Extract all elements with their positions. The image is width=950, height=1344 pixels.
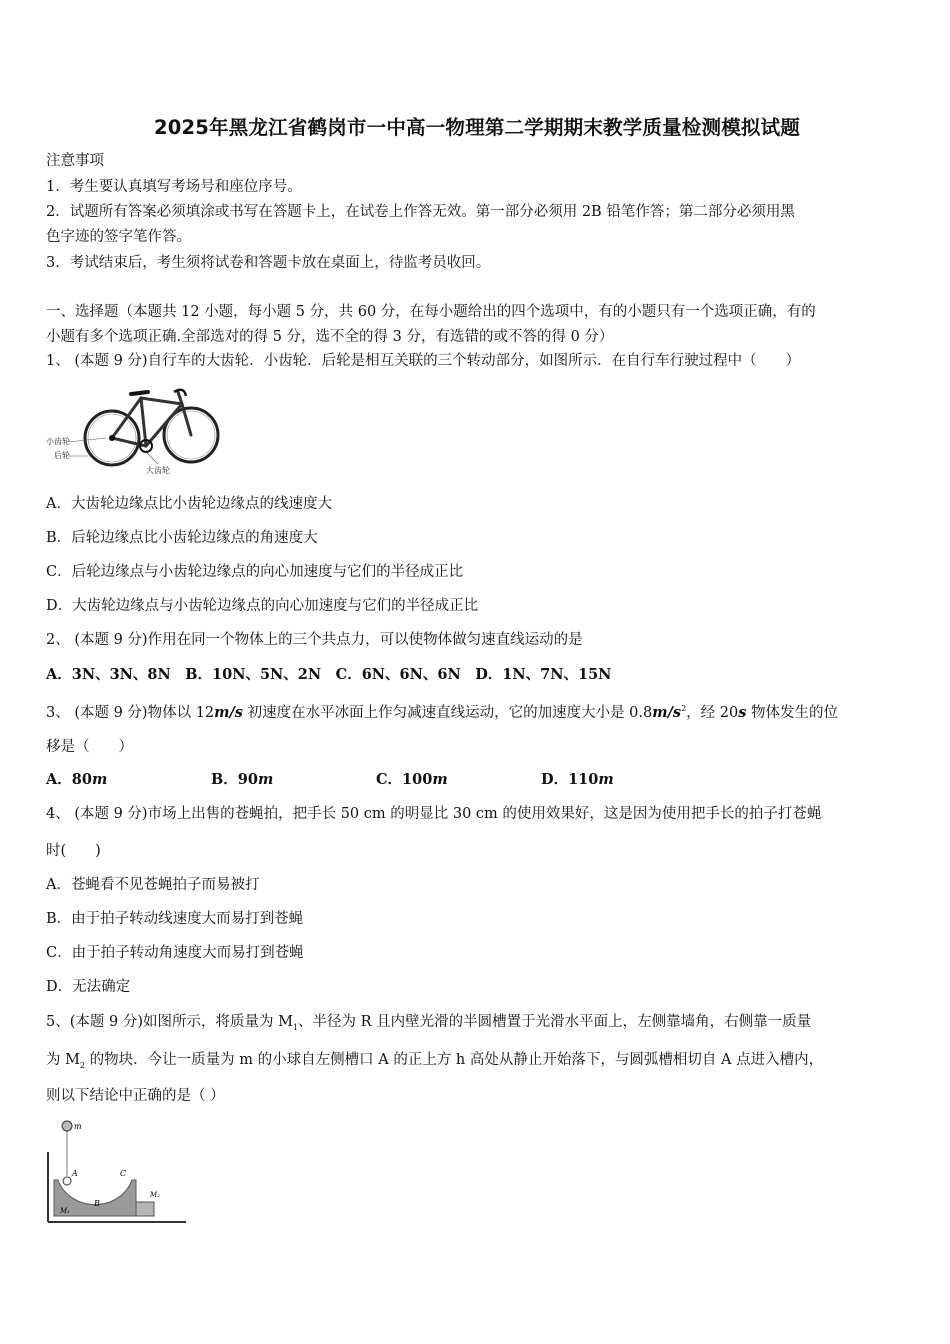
q2-stem: 2、 (本题 9 分)作用在同一个物体上的三个共点力，可以使物体做匀速直线运动的是 <box>46 632 583 648</box>
notice-item-2-cont: 色字迹的签字笔作答。 <box>46 229 191 245</box>
fig-label-b: B <box>94 1199 100 1208</box>
q3-stem-part-c: ，经 20 <box>686 704 739 721</box>
q3-option-d: D．110m <box>541 771 614 788</box>
fig-label-m2: M₂ <box>150 1191 160 1199</box>
q4-option-b: B．由于拍子转动线速度大而易打到苍蝇 <box>46 911 304 927</box>
q4-option-a: A．苍蝇看不见苍蝇拍子而易被打 <box>46 877 260 893</box>
q5-stem-line1: 5、(本题 9 分)如图所示，将质量为 $M_1$、半径为 R 且内壁光滑的半圆槽置于光滑水平面上，左侧靠墙角，右侧靠一质量 <box>46 1014 812 1032</box>
bicycle-icon <box>46 380 220 476</box>
notice-heading: 注意事项 <box>46 153 104 169</box>
q5-stem-line2: 为 $M_2$ 的物块．今让一质量为 m 的小球自左侧槽口 A 的正上方 h 高处从静止开始落下，与圆弧槽相切自 A 点进入槽内， <box>46 1052 824 1070</box>
q5-stem-line3: 则以下结论中正确的是（ ） <box>46 1088 225 1104</box>
q1-option-a: A．大齿轮边缘点比小齿轮边缘点的线速度大 <box>46 496 332 512</box>
q3-stem-part-d: 物体发生的位 <box>746 704 838 721</box>
page-title: 2025年黑龙江省鹤岗市一中高一物理第二学期期末教学质量检测模拟试题 <box>153 116 801 139</box>
q1-option-c: C．后轮边缘点与小齿轮边缘点的向心加速度与它们的半径成正比 <box>46 564 464 580</box>
q4-stem-cont: 时( ) <box>46 843 101 859</box>
q3-option-b: B．90m <box>211 771 274 788</box>
section-heading-line1: 一、选择题（本题共 12 小题，每小题 5 分，共 60 分，在每小题给出的四个选项中，有的小题只有一个选项正确，有的 <box>46 304 816 320</box>
q1-stem: 1、 (本题 9 分)自行车的大齿轮．小齿轮．后轮是相互关联的三个转动部分，如图所示．在自行车行驶过程中（ ） <box>46 353 801 369</box>
section-heading-line2: 小题有多个选项正确.全部选对的得 5 分，选不全的得 3 分，有选错的或不答的得 0 分） <box>46 329 614 345</box>
q4-option-c: C．由于拍子转动角速度大而易打到苍蝇 <box>46 945 304 961</box>
semicircle-trough-figure <box>46 1118 188 1226</box>
q2-options: A．3N、3N、8N B．10N、5N、2N C．6N、6N、6N D．1N、7N、15N <box>46 666 612 683</box>
fig-label-a: A <box>72 1169 78 1178</box>
q4-stem: 4、 (本题 9 分)市场上出售的苍蝇拍，把手长 50 cm 的明显比 30 cm 的使用效果好，这是因为使用把手长的拍子打苍蝇 <box>46 806 822 822</box>
notice-item-1: 1．考生要认真填写考场号和座位序号。 <box>46 179 302 195</box>
q1-option-b: B．后轮边缘点比小齿轮边缘点的角速度大 <box>46 530 318 546</box>
trough-diagram-icon <box>46 1118 188 1226</box>
q3-stem-part-b: 初速度在水平冰面上作匀减速直线运动，它的加速度大小是 0.8 <box>242 704 653 721</box>
fig-label-rear-wheel: 后轮 <box>54 451 70 460</box>
q3-unit-ms2: m/s <box>652 703 682 721</box>
q3-option-a: A．80m <box>46 771 108 788</box>
notice-item-2: 2．试题所有答案必须填涂或书写在答题卡上，在试卷上作答无效。第一部分必须用 2B 铅笔作答；第二部分必须用黑 <box>46 204 795 220</box>
bicycle-figure <box>46 380 220 476</box>
notice-item-3: 3．考试结束后，考生须将试卷和答题卡放在桌面上，待监考员收回。 <box>46 255 491 271</box>
q3-stem-part-a: 3、 (本题 9 分)物体以 12 <box>46 704 215 721</box>
q3-superscript: 2 <box>681 704 687 713</box>
q3-unit-s: s <box>738 703 747 721</box>
q3-options <box>46 771 614 789</box>
fig-label-c: C <box>120 1169 127 1178</box>
q4-option-d: D．无法确定 <box>46 979 131 995</box>
fig-label-big-gear: 大齿轮 <box>146 466 170 475</box>
q3-stem <box>46 700 838 722</box>
q3-stem-cont: 移是（ ） <box>46 739 133 755</box>
fig-label-m1: M₁ <box>60 1207 70 1215</box>
q1-option-d: D．大齿轮边缘点与小齿轮边缘点的向心加速度与它们的半径成正比 <box>46 598 479 614</box>
fig-label-small-gear: 小齿轮 <box>46 437 70 446</box>
q3-unit-ms: m/s <box>214 703 243 721</box>
fig-label-m: m <box>74 1122 82 1131</box>
q3-option-c: C．100m <box>376 771 448 788</box>
